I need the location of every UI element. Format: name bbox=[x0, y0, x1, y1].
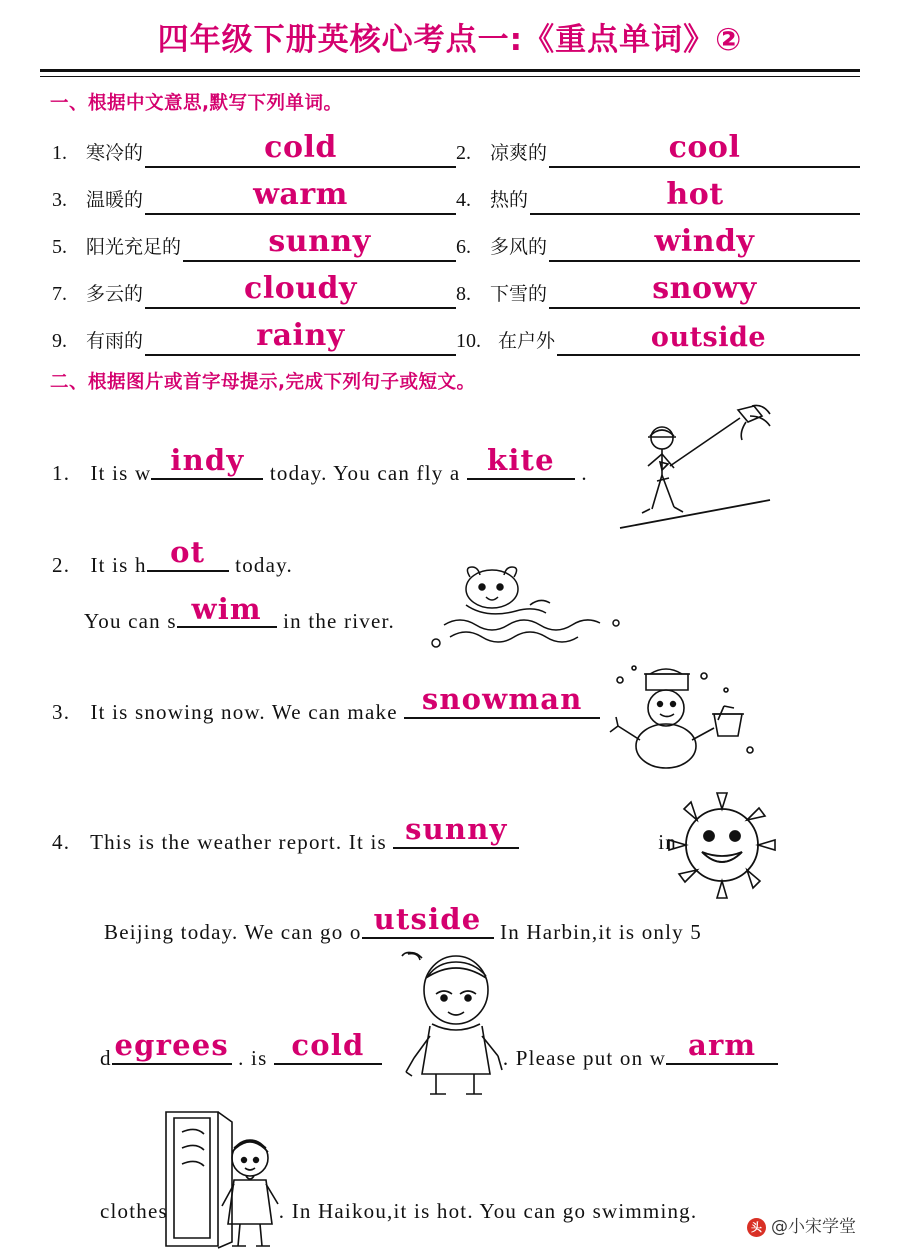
item-number: 3. bbox=[52, 189, 67, 211]
word-row bbox=[52, 309, 860, 356]
answer-text: rainy bbox=[256, 318, 345, 353]
answer-text: indy bbox=[170, 443, 245, 478]
letter-hint: s bbox=[167, 609, 177, 634]
answer-text: warm bbox=[253, 177, 348, 212]
item-chinese: 在户外 bbox=[498, 330, 556, 352]
item-number: 1. bbox=[52, 461, 71, 485]
section1-heading: 一、根据中文意思,默写下列单词。 bbox=[50, 93, 343, 114]
answer-text: sunny bbox=[405, 811, 508, 846]
answer-text: outside bbox=[650, 322, 767, 353]
watermark-text: @小宋学堂 bbox=[771, 1217, 856, 1237]
answer-blank[interactable] bbox=[151, 443, 263, 480]
item-number: 10. bbox=[456, 330, 481, 352]
word-row bbox=[52, 215, 860, 262]
item-chinese: 有雨的 bbox=[86, 330, 144, 352]
page-title: 四年级下册英核心考点一:《重点单词》② bbox=[157, 22, 743, 58]
sentence-text: It is snowing now. We can make bbox=[90, 699, 398, 724]
item-chinese: 温暖的 bbox=[86, 189, 144, 211]
sentence-text: Beijing today. We can go bbox=[104, 919, 344, 944]
answer-blank[interactable] bbox=[393, 811, 519, 849]
answer-blank[interactable] bbox=[549, 130, 860, 168]
item-chinese: 寒冷的 bbox=[86, 142, 144, 164]
answer-text: utside bbox=[373, 902, 482, 937]
answer-blank[interactable] bbox=[404, 681, 600, 719]
answer-text: cold bbox=[291, 1028, 365, 1063]
item-number: 6. bbox=[456, 236, 471, 258]
sentence-text: This is the weather report. It is bbox=[90, 829, 387, 854]
answer-text: cloudy bbox=[244, 271, 357, 306]
word-item-5 bbox=[52, 224, 456, 262]
item-number: 8. bbox=[456, 283, 471, 305]
answer-text: windy bbox=[654, 224, 755, 259]
answer-blank[interactable] bbox=[530, 177, 860, 215]
answer-text: snowy bbox=[652, 271, 757, 306]
word-item-6 bbox=[456, 224, 860, 262]
item-chinese: 多风的 bbox=[490, 236, 548, 258]
letter-hint: d bbox=[100, 1046, 112, 1071]
item-number: 9. bbox=[52, 330, 67, 352]
answer-text: snowman bbox=[421, 681, 583, 716]
sentence-text: . is bbox=[238, 1046, 268, 1071]
answer-blank[interactable] bbox=[112, 1028, 232, 1065]
item-chinese: 多云的 bbox=[86, 283, 144, 305]
item-chinese: 热的 bbox=[490, 189, 529, 211]
answer-blank[interactable] bbox=[145, 177, 456, 215]
sentence-text: today. You can fly a bbox=[269, 461, 461, 485]
sentence-text: . Please put on bbox=[502, 1046, 644, 1071]
page-title-area bbox=[40, 0, 860, 77]
answer-blank[interactable] bbox=[274, 1028, 382, 1065]
word-row bbox=[52, 121, 860, 168]
word-item-10 bbox=[456, 318, 860, 356]
answer-blank[interactable] bbox=[147, 535, 229, 572]
item-number: 7. bbox=[52, 283, 67, 305]
sun-drawing bbox=[662, 786, 782, 904]
item-number: 3. bbox=[52, 699, 71, 724]
word-item-8 bbox=[456, 271, 860, 309]
answer-blank[interactable] bbox=[177, 591, 277, 628]
word-item-3 bbox=[52, 177, 456, 215]
item-number: 2. bbox=[52, 553, 71, 578]
word-item-7 bbox=[52, 271, 456, 309]
sentence-text: In Harbin,it is only 5 bbox=[500, 919, 702, 944]
doorway-girl-drawing bbox=[160, 1108, 290, 1250]
item-number: 1. bbox=[52, 142, 67, 164]
kite-flyer-drawing bbox=[600, 404, 780, 552]
word-row bbox=[52, 262, 860, 309]
item-number: 4. bbox=[52, 829, 71, 854]
item-chinese: 凉爽的 bbox=[490, 142, 548, 164]
letter-hint: o bbox=[349, 919, 362, 944]
word-row bbox=[52, 168, 860, 215]
answer-text: ot bbox=[170, 535, 206, 570]
answer-blank[interactable] bbox=[145, 318, 456, 356]
title-divider bbox=[40, 69, 860, 77]
item-number: 4. bbox=[456, 189, 471, 211]
letter-hint: w bbox=[649, 1046, 667, 1071]
answer-text: cold bbox=[264, 130, 337, 165]
answer-text: cool bbox=[668, 130, 741, 165]
answer-blank[interactable] bbox=[549, 271, 860, 309]
question-4-line2 bbox=[52, 902, 860, 945]
sentence-text: in the river. bbox=[283, 609, 395, 634]
answer-blank[interactable] bbox=[183, 224, 456, 262]
cold-boy-drawing bbox=[392, 948, 528, 1098]
answer-text: sunny bbox=[268, 224, 371, 259]
sentence-text: clothes bbox=[100, 1199, 168, 1224]
letter-hint: h bbox=[135, 553, 147, 578]
word-item-9 bbox=[52, 318, 456, 356]
sentence-text: . bbox=[581, 461, 588, 485]
answer-text: arm bbox=[687, 1028, 757, 1063]
section1-word-grid bbox=[52, 121, 860, 356]
sentence-text: It is bbox=[90, 461, 129, 485]
sentence-text: . In Haikou,it is hot. You can go swimming. bbox=[278, 1199, 698, 1224]
answer-blank[interactable] bbox=[145, 271, 456, 309]
swimming-drawing bbox=[430, 565, 630, 655]
answer-blank[interactable] bbox=[557, 318, 860, 356]
snowman-drawing bbox=[600, 660, 770, 770]
sentence-text: today. bbox=[235, 553, 293, 578]
letter-hint: w bbox=[135, 461, 152, 485]
watermark bbox=[747, 1212, 856, 1253]
sentence-text: You can bbox=[84, 609, 161, 634]
item-chinese: 下雪的 bbox=[490, 283, 548, 305]
word-item-1 bbox=[52, 130, 456, 168]
item-chinese: 阳光充足的 bbox=[86, 236, 182, 258]
section2-heading: 二、根据图片或首字母提示,完成下列句子或短文。 bbox=[50, 372, 476, 393]
sentence-text: It is bbox=[90, 553, 129, 578]
item-number: 5. bbox=[52, 236, 67, 258]
item-number: 2. bbox=[456, 142, 471, 164]
answer-text: egrees bbox=[114, 1028, 229, 1063]
word-item-4 bbox=[456, 177, 860, 215]
answer-blank[interactable] bbox=[467, 443, 575, 480]
toutiao-badge-icon: 头条 bbox=[747, 1218, 766, 1237]
answer-blank[interactable] bbox=[145, 130, 456, 168]
answer-text: kite bbox=[487, 443, 555, 478]
answer-text: wim bbox=[191, 591, 262, 626]
answer-text: hot bbox=[666, 177, 724, 212]
answer-blank[interactable] bbox=[666, 1028, 778, 1065]
sentence-text: in bbox=[658, 829, 677, 854]
answer-blank[interactable] bbox=[549, 224, 860, 262]
word-item-2 bbox=[456, 130, 860, 168]
answer-blank[interactable] bbox=[362, 902, 494, 939]
